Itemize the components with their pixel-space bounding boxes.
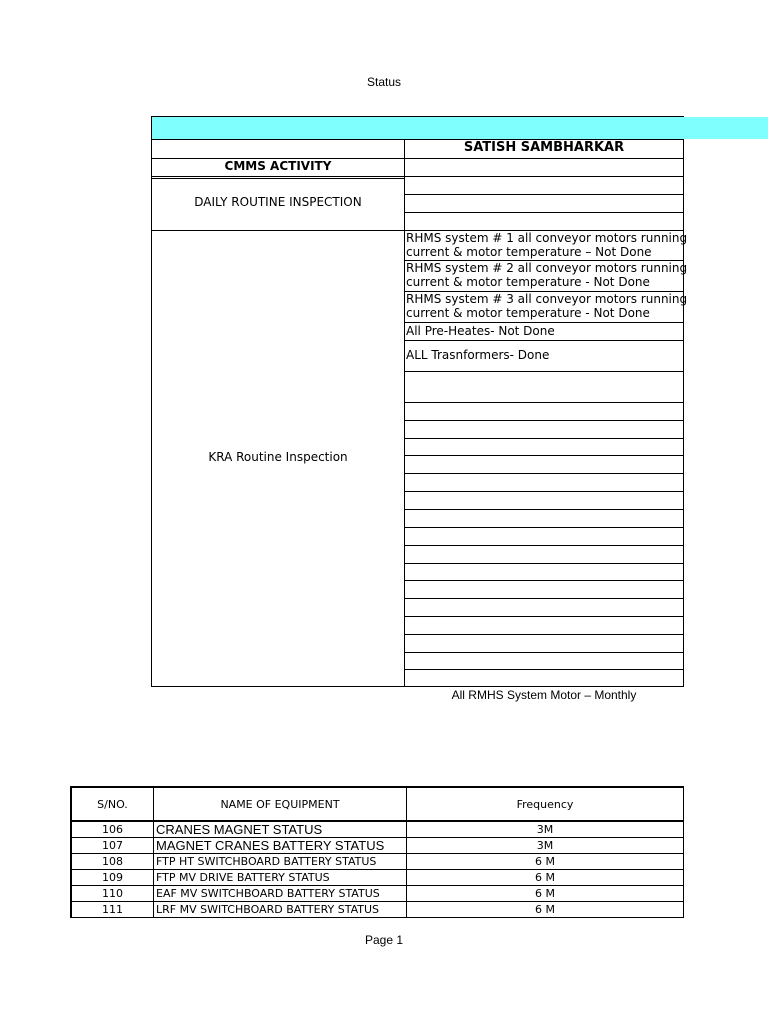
row-equipment-name: MAGNET CRANES BATTERY STATUS bbox=[154, 838, 407, 854]
row-sno: 109 bbox=[71, 870, 154, 886]
row-equipment-name: FTP HT SWITCHBOARD BATTERY STATUS bbox=[154, 854, 407, 870]
header-frequency: Frequency bbox=[407, 787, 684, 821]
header-band-border bbox=[151, 116, 684, 139]
kra-routine-label: KRA Routine Inspection bbox=[208, 450, 348, 464]
page-footer: Page 1 bbox=[364, 933, 404, 947]
table-row bbox=[71, 902, 684, 918]
section-header: CMMS ACTIVITY bbox=[224, 159, 332, 173]
row-equipment-name: EAF MV SWITCHBOARD BATTERY STATUS bbox=[154, 886, 407, 902]
equipment-table-header bbox=[71, 787, 684, 821]
table-row bbox=[71, 854, 684, 870]
person-name: SATISH SAMBHARKAR bbox=[463, 140, 625, 155]
row-frequency: 3M bbox=[407, 838, 684, 854]
row-frequency: 3M bbox=[407, 821, 684, 838]
header-sno: S/NO. bbox=[71, 787, 154, 821]
row-frequency: 6 M bbox=[407, 902, 684, 918]
kra-item-2-line2: current & motor temperature - Not Done bbox=[406, 275, 650, 289]
kra-item-1-line1: RHMS system # 1 all conveyor motors running bbox=[406, 231, 688, 245]
row-sno: 106 bbox=[71, 821, 154, 838]
monthly-note: All RMHS System Motor – Monthly bbox=[451, 688, 637, 702]
kra-item-3-line1: RHMS system # 3 all conveyor motors running bbox=[406, 292, 688, 306]
daily-routine-label: DAILY ROUTINE INSPECTION bbox=[194, 195, 362, 209]
table-row bbox=[71, 870, 684, 886]
row-equipment-name: LRF MV SWITCHBOARD BATTERY STATUS bbox=[154, 902, 407, 918]
row-sno: 110 bbox=[71, 886, 154, 902]
row-sno: 108 bbox=[71, 854, 154, 870]
table-row bbox=[71, 886, 684, 902]
table-row bbox=[71, 838, 684, 854]
kra-item-3-line2: current & motor temperature - Not Done bbox=[406, 306, 650, 320]
row-frequency: 6 M bbox=[407, 854, 684, 870]
equipment-table bbox=[70, 786, 684, 918]
table-row bbox=[71, 821, 684, 838]
row-frequency: 6 M bbox=[407, 886, 684, 902]
page-title: Status bbox=[366, 75, 402, 89]
row-sno: 111 bbox=[71, 902, 154, 918]
kra-item-2-line1: RHMS system # 2 all conveyor motors running bbox=[406, 261, 688, 275]
row-sno: 107 bbox=[71, 838, 154, 854]
row-equipment-name: CRANES MAGNET STATUS bbox=[154, 821, 407, 838]
header-equipment-name: NAME OF EQUIPMENT bbox=[154, 787, 407, 821]
kra-item-4: All Pre-Heates- Not Done bbox=[406, 324, 555, 338]
row-frequency: 6 M bbox=[407, 870, 684, 886]
row-equipment-name: FTP MV DRIVE BATTERY STATUS bbox=[154, 870, 407, 886]
kra-item-5: ALL Trasnformers- Done bbox=[406, 348, 550, 362]
kra-item-1-line2: current & motor temperature – Not Done bbox=[406, 245, 652, 259]
